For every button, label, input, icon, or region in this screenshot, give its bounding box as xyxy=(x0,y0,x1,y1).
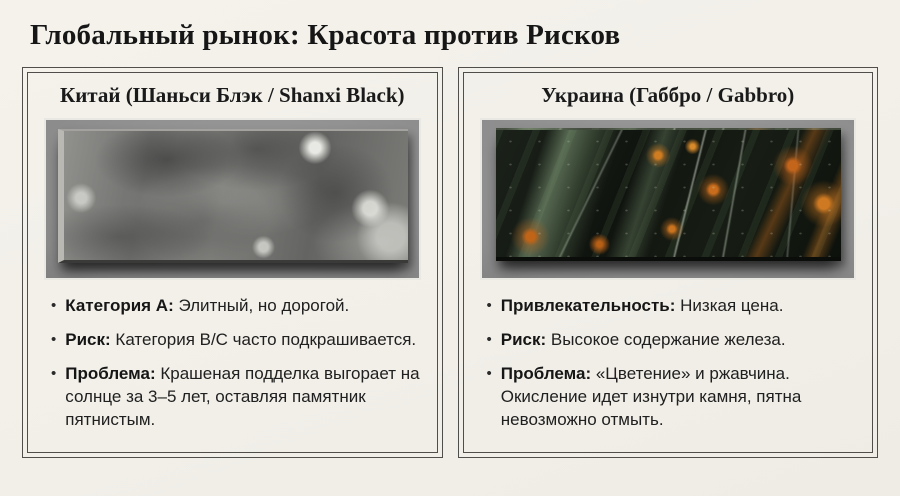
bullet-attractiveness xyxy=(487,294,857,317)
gabbro-stone-image xyxy=(496,128,842,261)
bullet-icon: • xyxy=(51,365,57,382)
panel-china-bullets xyxy=(44,294,421,442)
shanxi-black-photo xyxy=(44,118,421,280)
panel-ukraine-bullets xyxy=(480,294,857,442)
bullet-risk xyxy=(51,328,421,351)
gabbro-photo xyxy=(480,118,857,280)
bullet-text: Проблема: Крашеная подделка выгорает на солнце за 3–5 лет, оставляя памятник пятнистым. xyxy=(65,364,420,429)
bullet-problem xyxy=(487,362,857,431)
shanxi-black-stone-image xyxy=(58,129,408,263)
comparison-panels xyxy=(22,67,878,458)
bullet-text: Проблема: «Цветение» и ржавчина. Окисление идет изнутри камня, пятна невозможно отмыть. xyxy=(500,364,802,429)
bullet-icon: • xyxy=(51,297,57,314)
gabbro-speckle-texture xyxy=(496,130,842,257)
panel-china xyxy=(22,67,443,458)
slide-title: Глобальный рынок: Красота против Рисков xyxy=(30,19,621,51)
bullet-text: Риск: Категория B/C часто подкрашивается. xyxy=(65,330,417,349)
bullet-risk xyxy=(487,328,857,351)
bullet-text: Привлекательность: Низкая цена. xyxy=(500,296,784,315)
panel-ukraine-frame xyxy=(463,72,874,453)
bullet-icon: • xyxy=(486,365,492,382)
bullet-icon: • xyxy=(486,331,492,348)
bullet-category xyxy=(51,294,421,317)
bullet-problem xyxy=(51,362,421,431)
panel-china-frame xyxy=(27,72,438,453)
bullet-text: Категория А: Элитный, но дорогой. xyxy=(65,296,350,315)
bullet-text: Риск: Высокое содержание железа. xyxy=(500,330,786,349)
panel-ukraine-title: Украина (Габбро / Gabbro) xyxy=(541,83,795,107)
bullet-icon: • xyxy=(486,297,492,314)
bullet-icon: • xyxy=(51,331,57,348)
panel-ukraine xyxy=(458,67,879,458)
panel-china-title: Китай (Шаньси Блэк / Shanxi Black) xyxy=(59,83,405,107)
